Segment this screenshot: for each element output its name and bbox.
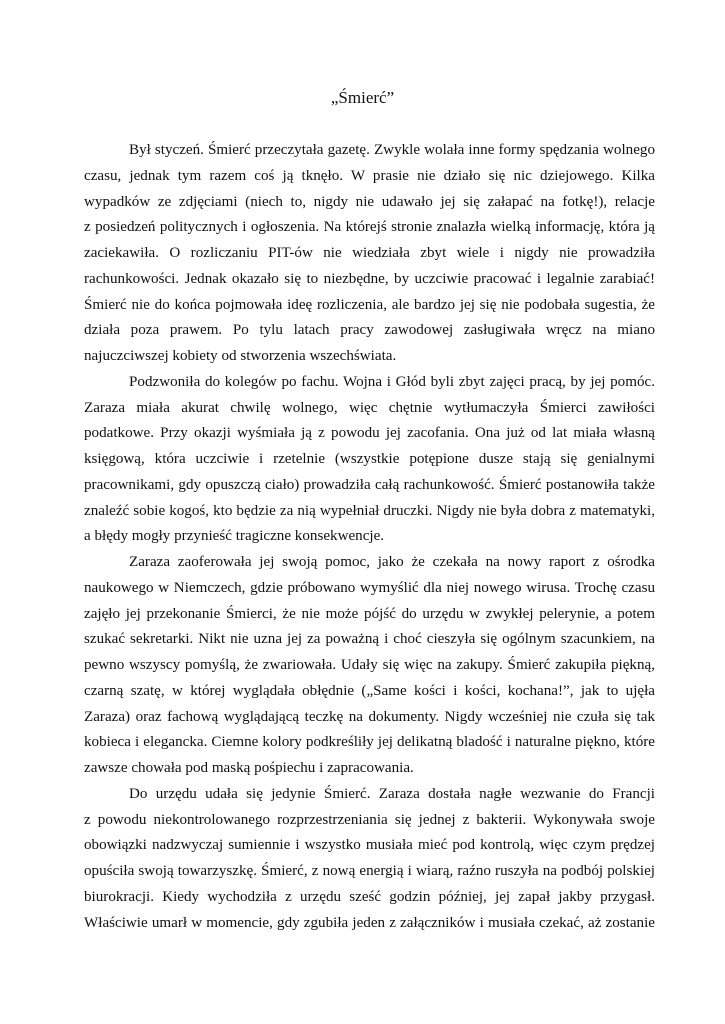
paragraph-line: Był styczeń. Śmierć przeczytała gazetę. Zwykle wolała inne formy spędzania wolnego bbox=[129, 142, 655, 158]
paragraph-line: Podzwoniła do kolegów po fachu. Wojna i Głód byli zbyt zajęci pracą, by jej pomóc. bbox=[129, 373, 655, 390]
paragraph-line: Do urzędu udała się jedynie Śmierć. Zaraza dostała nagłe wezwanie do Francji bbox=[129, 785, 655, 802]
paragraph-line: z powodu niekontrolowanego rozprzestrzeniania się jednej z bakterii. Wykonywała swoje bbox=[84, 811, 655, 828]
paragraph-line: księgową, która uczciwie i rzetelnie (wszystkie potępione dusze stają się genialnymi bbox=[84, 451, 655, 467]
document-title: „Śmierć” bbox=[330, 88, 395, 107]
paragraph-line: Zaraza zaoferowała jej swoją pomoc, jako że czekała na nowy raport z ośrodka bbox=[129, 554, 655, 570]
paragraph-line: opuściła swoją towarzyszkę. Śmierć, z nową energią i wiarą, raźno ruszyła na podbój polskiej bbox=[84, 863, 655, 879]
paragraph-line: zawsze chowała pod maską pośpiechu i zapracowania. bbox=[84, 760, 414, 776]
paragraph-line: Właściwie umarł w momencie, gdy zgubiła jeden z załączników i musiała czekać, aż zostanie bbox=[84, 914, 655, 931]
paragraph-line: rachunkowości. Jednak okazało się to niezbędne, by uczciwie pracować i legalnie zarabiać! bbox=[84, 270, 655, 287]
paragraph-line: obowiązki nadzwyczaj sumiennie i wszystko musiała mieć pod kontrolą, więc czym prędzej bbox=[84, 837, 655, 854]
paragraph-line: czarną szatę, w której wyglądała obłędnie („Same kości i kości, kochana!”, jak to ujęła bbox=[84, 682, 655, 699]
paragraph-line: działa poza prawem. Po tylu latach pracy zawodowej zasługiwała wręcz na miano bbox=[84, 322, 655, 339]
paragraph-line: naukowego w Niemczech, gdzie próbowano wymyślić dla niej nowego wirusa. Trochę czasu bbox=[84, 579, 655, 596]
paragraph-line: z posiedzeń politycznych i ogłoszenia. Na którejś stronie znalazła wielką informację, która ją bbox=[84, 219, 655, 236]
paragraph-line: pracownikami, gdy opuszczą ciało) prowadziła całą rachunkowość. Śmierć postanowiła także bbox=[84, 476, 655, 493]
paragraph bbox=[84, 138, 655, 370]
paragraph-line: biurokracji. Kiedy wychodziła z urzędu sześć godzin później, jej zapał jakby przygasł. bbox=[84, 888, 655, 905]
paragraph-line: Śmierć nie do końca pojmowała ideę rozliczenia, ale bardzo jej się nie podobała sugestia, że bbox=[84, 296, 655, 313]
paragraph-line: Zaraza miała akurat chwilę wolnego, więc chętnie wytłumaczyła Śmierci zawiłości bbox=[84, 399, 655, 416]
paragraph-line: znaleźć sobie kogoś, kto będzie za nią wypełniał druczki. Nigdy nie była dobra z matematyki, bbox=[84, 502, 655, 519]
paragraph-line: najuczciwszej kobiety od stworzenia wszechświata. bbox=[84, 348, 397, 364]
paragraph-line: zaciekawiła. O rozliczaniu PIT-ów nie wiedziała zbyt wiele i nigdy nie prowadziła bbox=[84, 245, 655, 261]
paragraph-line: zajęło jej przekonanie Śmierci, że nie może pójść do urzędu w zwykłej pelerynie, a potem bbox=[84, 605, 655, 622]
paragraph-line: wypadków ze zdjęciami (niech to, nigdy nie udawało jej się załapać na fotkę!), relacje bbox=[84, 193, 655, 210]
paragraph bbox=[84, 782, 655, 937]
document-body bbox=[84, 138, 655, 936]
paragraph-line: podatkowe. Przy okazji wyśmiała ją z powodu jej zacofania. Ona już od lat miała własną bbox=[84, 425, 655, 442]
paragraph bbox=[84, 550, 655, 782]
paragraph-line: pewno wszyscy pomyślą, że zwariowała. Udały się więc na zakupy. Śmierć zakupiła piękną, bbox=[84, 657, 655, 673]
paragraph-line: kobieca i elegancka. Ciemne kolory podkreśliły jej delikatną bladość i naturalne piękno, które bbox=[84, 734, 655, 751]
paragraph-line: czasu, jednak tym razem coś ją tknęło. W prasie nie działo się nic dziejowego. Kilka bbox=[84, 167, 655, 184]
paragraph bbox=[84, 370, 655, 550]
paragraph-line: Zaraza) oraz fachową wyglądającą teczkę na dokumenty. Nigdy wcześniej nie czuła się tak bbox=[84, 708, 655, 725]
paragraph-line: a błędy mogły przynieść tragiczne konsekwencje. bbox=[84, 528, 385, 545]
paragraph-line: szukać sekretarki. Nikt nie uzna jej za poważną i choć cieszyła się ogólnym szacunkiem, na bbox=[84, 631, 655, 648]
